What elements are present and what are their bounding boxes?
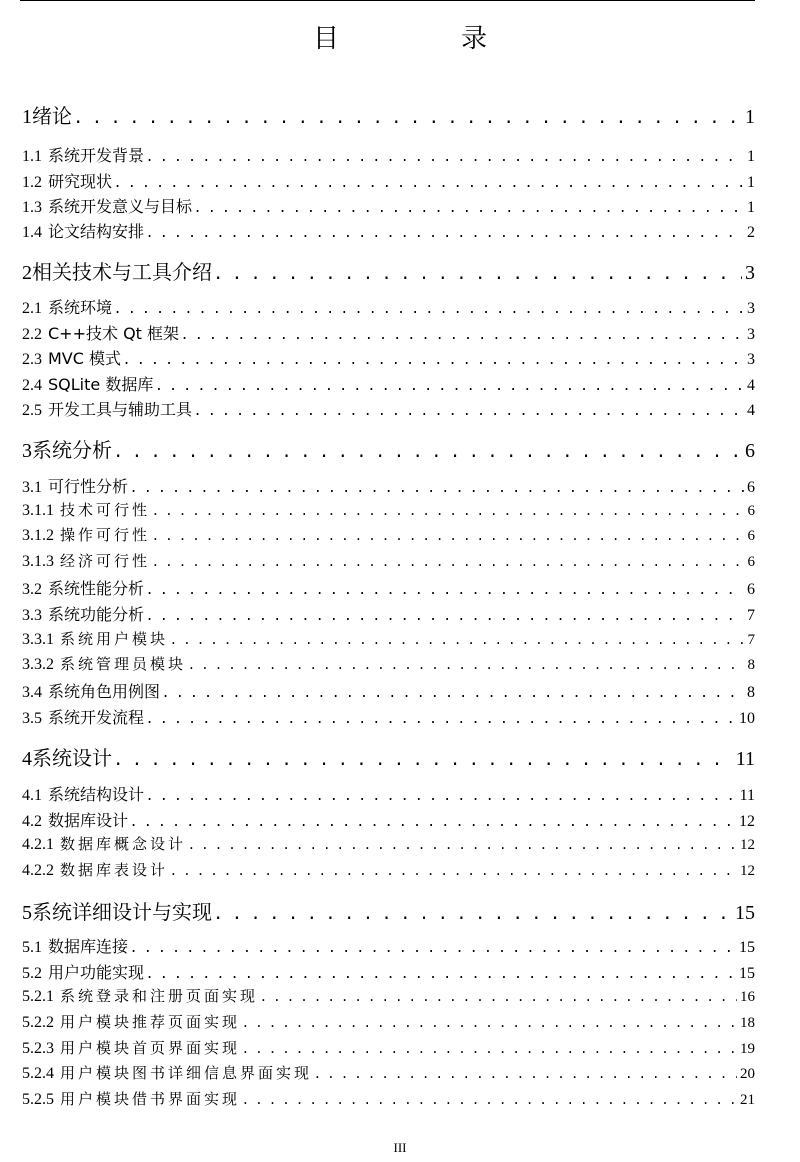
- toc-entry-title: 数据库概念设计: [60, 835, 187, 853]
- toc-entry-page: 8: [747, 657, 755, 673]
- toc-entry-number: 5.2.4: [22, 1065, 54, 1082]
- toc-entry-title: 系统开发流程: [48, 708, 145, 727]
- toc-entry-page: 16: [740, 989, 755, 1005]
- toc-entry-title: 数据库设计: [48, 811, 129, 830]
- toc-entry-number: 4.2.1: [22, 836, 54, 853]
- toc-entry-number: 1.1: [22, 148, 42, 165]
- toc-dot-leader: [243, 1039, 737, 1057]
- toc-entry-number: 4.2: [22, 813, 42, 830]
- toc-dot-leader: [147, 785, 737, 804]
- toc-entry-page: 6: [747, 479, 755, 496]
- toc-entry[interactable]: [22, 576, 755, 599]
- toc-entry[interactable]: [22, 256, 755, 285]
- toc-entry-title: 系统详细设计与实现: [32, 900, 212, 924]
- toc-entry-page: 4: [747, 377, 755, 394]
- toc-entry-number: 3.1.1: [22, 502, 54, 519]
- toc-entry-number: 1.3: [22, 199, 42, 216]
- toc-entry-page: 1: [747, 174, 755, 191]
- toc-entry-number: 1: [22, 106, 32, 128]
- toc-entry-number: 2.1: [22, 300, 42, 317]
- toc-dot-leader: [131, 811, 736, 830]
- toc-dot-leader: [147, 146, 744, 165]
- toc-entry-page: 3: [747, 300, 755, 317]
- toc-entry-title: SQLite 数据库: [48, 375, 154, 394]
- toc-entry-number: 5.2.2: [22, 1014, 54, 1031]
- toc-entry[interactable]: [22, 705, 755, 728]
- toc-dot-leader: [147, 605, 744, 624]
- toc-entry-title: 系统分析: [32, 438, 112, 462]
- toc-entry-title: MVC 模式: [48, 349, 122, 368]
- toc-entry-page: 10: [739, 710, 755, 727]
- toc-entry[interactable]: [22, 524, 755, 545]
- toc-dot-leader: [156, 375, 744, 394]
- toc-entry-title: 论文结构安排: [48, 222, 145, 241]
- toc-entry-title: 系统性能分析: [48, 579, 145, 598]
- toc-entry-number: 3.5: [22, 710, 42, 727]
- toc-dot-leader: [195, 400, 744, 419]
- toc-entry-page: 6: [747, 503, 755, 519]
- toc-entry-title: 系统开发意义与目标: [48, 197, 193, 216]
- toc-entry[interactable]: [22, 397, 755, 420]
- toc-entry-title: 操作可行性: [60, 526, 151, 544]
- toc-dot-leader: [75, 104, 742, 128]
- toc-dot-leader: [182, 324, 744, 343]
- toc-dot-leader: [153, 501, 744, 519]
- toc-dot-leader: [215, 900, 732, 924]
- toc-entry-page: 3: [745, 262, 755, 284]
- toc-entry-number: 3.3.1: [22, 631, 54, 648]
- toc-entry-title: 相关技术与工具介绍: [32, 260, 212, 284]
- toc-entry-title: 系统功能分析: [48, 605, 145, 624]
- toc-entry[interactable]: [22, 1011, 755, 1032]
- toc-entry[interactable]: [22, 143, 755, 166]
- toc-entry-number: 2.5: [22, 402, 42, 419]
- toc-entry[interactable]: [22, 833, 755, 854]
- toc-dot-leader: [131, 937, 736, 956]
- toc-entry-number: 2.2: [22, 326, 42, 343]
- toc-entry-number: 3.4: [22, 684, 42, 701]
- toc-entry-page: 7: [747, 632, 755, 648]
- toc-entry-number: 4.1: [22, 787, 42, 804]
- toc-dot-leader: [147, 708, 736, 727]
- toc-entry[interactable]: [22, 960, 755, 983]
- toc-entry-number: 3: [22, 440, 32, 462]
- toc-entry[interactable]: [22, 372, 755, 395]
- toc-entry-page: 7: [747, 607, 755, 624]
- toc-entry-title: 用户模块推荐页面实现: [60, 1013, 241, 1031]
- toc-entry[interactable]: [22, 499, 755, 520]
- toc-entry-page: 1: [747, 148, 755, 165]
- toc-entry[interactable]: [22, 434, 755, 463]
- toc-entry[interactable]: [22, 169, 755, 192]
- toc-entry[interactable]: [22, 1088, 755, 1109]
- toc-entry-number: 2.3: [22, 351, 42, 368]
- toc-entry-number: 5.2: [22, 965, 42, 982]
- toc-entry-page: 6: [747, 581, 755, 598]
- toc-entry-page: 15: [739, 939, 755, 956]
- toc-entry-number: 3.1.3: [22, 553, 54, 570]
- toc-dot-leader: [243, 1090, 737, 1108]
- toc-dot-leader: [124, 349, 744, 368]
- toc-dot-leader: [171, 630, 744, 648]
- toc-dot-leader: [189, 655, 744, 673]
- toc-dot-leader: [131, 477, 744, 496]
- toc-entry-page: 6: [747, 528, 755, 544]
- toc-entry-number: 1.2: [22, 174, 42, 191]
- toc-entry[interactable]: [22, 474, 755, 497]
- toc-entry-page: 4: [747, 402, 755, 419]
- toc-entry-title: 系统角色用例图: [48, 682, 161, 701]
- toc-entry-number: 1.4: [22, 224, 42, 241]
- toc-entry-title: 绪论: [32, 104, 72, 128]
- toc-entry-number: 2.4: [22, 377, 42, 394]
- toc-dot-leader: [171, 861, 737, 879]
- toc-dot-leader: [163, 682, 744, 701]
- toc-entry-title: 系统登录和注册页面实现: [60, 987, 259, 1005]
- toc-entry[interactable]: [22, 653, 755, 674]
- toc-entry-page: 15: [735, 902, 755, 924]
- toc-entry-page: 3: [747, 351, 755, 368]
- toc-entry-number: 5.1: [22, 939, 42, 956]
- toc-entry-page: 20: [740, 1066, 755, 1082]
- toc-entry-page: 6: [747, 554, 755, 570]
- toc-entry-page: 6: [745, 440, 755, 462]
- toc-entry[interactable]: [22, 321, 755, 344]
- toc-dot-leader: [115, 746, 733, 770]
- toc-entry-page: 18: [740, 1015, 755, 1031]
- toc-dot-leader: [147, 222, 744, 241]
- toc-entry-title: 系统用户模块: [60, 630, 169, 648]
- toc-entry-title: 研究现状: [48, 172, 113, 191]
- toc-entry-title: 经济可行性: [60, 552, 151, 570]
- toc-entry-number: 5.2.1: [22, 988, 54, 1005]
- toc-entry-title: 用户模块首页界面实现: [60, 1039, 241, 1057]
- toc-entry-title: 系统管理员模块: [60, 655, 187, 673]
- toc-dot-leader: [153, 526, 744, 544]
- toc-entry[interactable]: [22, 1062, 755, 1083]
- toc-entry-title: 技术可行性: [60, 501, 151, 519]
- toc-dot-leader: [261, 987, 737, 1005]
- toc-entry-number: 3.1.2: [22, 527, 54, 544]
- toc-entry[interactable]: [22, 602, 755, 625]
- toc-dot-leader: [315, 1064, 737, 1082]
- toc-entry-page: 12: [739, 813, 755, 830]
- toc-entry-title: 系统设计: [32, 746, 112, 770]
- toc-entry-title: 开发工具与辅助工具: [48, 400, 193, 419]
- toc-entry-title: 系统开发背景: [48, 146, 145, 165]
- toc-entry-title: 数据库连接: [48, 937, 129, 956]
- toc-entry-title: 系统结构设计: [48, 785, 145, 804]
- toc-dot-leader: [147, 579, 744, 598]
- toc-dot-leader: [243, 1013, 737, 1031]
- toc-entry-number: 3.2: [22, 581, 42, 598]
- toc-entry-page: 21: [740, 1092, 755, 1108]
- toc-entry-number: 3.3: [22, 607, 42, 624]
- toc-entry[interactable]: [22, 628, 755, 649]
- toc-entry[interactable]: [22, 219, 755, 242]
- toc-dot-leader: [215, 260, 742, 284]
- toc-entry-page: 11: [735, 748, 755, 770]
- toc-entry[interactable]: [22, 808, 755, 831]
- page-number-footer: III: [393, 1140, 407, 1155]
- page-title: 目 录: [312, 24, 535, 54]
- toc-entry-title: C++技术 Qt 框架: [48, 324, 180, 343]
- toc-entry[interactable]: [22, 985, 755, 1006]
- toc-entry-number: 3.1: [22, 479, 42, 496]
- toc-entry-number: 4.2.2: [22, 862, 54, 879]
- toc-entry-page: 8: [747, 684, 755, 701]
- toc-dot-leader: [153, 552, 744, 570]
- toc-entry[interactable]: [22, 742, 755, 771]
- toc-dot-leader: [115, 172, 744, 191]
- header-rule: [20, 0, 755, 1]
- toc-entry[interactable]: [22, 346, 755, 369]
- toc-entry-page: 2: [747, 224, 755, 241]
- toc-entry[interactable]: [22, 1037, 755, 1058]
- toc-entry[interactable]: [22, 896, 755, 925]
- toc-entry-page: 11: [739, 787, 755, 804]
- toc-entry-page: 3: [747, 326, 755, 343]
- toc-entry[interactable]: [22, 782, 755, 805]
- toc-entry-number: 2: [22, 262, 32, 284]
- toc-entry[interactable]: [22, 295, 755, 318]
- toc-entry-title: 可行性分析: [48, 477, 129, 496]
- toc-entry-number: 5: [22, 902, 32, 924]
- toc-entry-page: 12: [740, 837, 755, 853]
- toc-entry-title: 用户功能实现: [48, 963, 145, 982]
- toc-dot-leader: [195, 197, 744, 216]
- toc-entry-number: 5.2.3: [22, 1040, 54, 1057]
- toc-entry[interactable]: [22, 934, 755, 957]
- toc-dot-leader: [115, 438, 742, 462]
- toc-dot-leader: [189, 835, 737, 853]
- toc-entry-page: 1: [747, 199, 755, 216]
- toc-entry-number: 4: [22, 748, 32, 770]
- toc-entry-page: 1: [745, 106, 755, 128]
- toc-entry[interactable]: [22, 194, 755, 217]
- toc-dot-leader: [147, 963, 736, 982]
- toc-entry-number: 3.3.2: [22, 656, 54, 673]
- toc-entry-page: 15: [739, 965, 755, 982]
- toc-entry[interactable]: [22, 550, 755, 571]
- toc-entry[interactable]: [22, 100, 755, 129]
- toc-entry-title: 系统环境: [48, 298, 113, 317]
- toc-entry-page: 12: [740, 863, 755, 879]
- toc-entry[interactable]: [22, 679, 755, 702]
- toc-entry-title: 用户模块图书详细信息界面实现: [60, 1064, 313, 1082]
- toc-entry-title: 用户模块借书界面实现: [60, 1090, 241, 1108]
- toc-entry-title: 数据库表设计: [60, 861, 169, 879]
- toc-entry-number: 5.2.5: [22, 1091, 54, 1108]
- toc-dot-leader: [115, 298, 744, 317]
- toc-entry[interactable]: [22, 859, 755, 880]
- toc-entry-page: 19: [740, 1041, 755, 1057]
